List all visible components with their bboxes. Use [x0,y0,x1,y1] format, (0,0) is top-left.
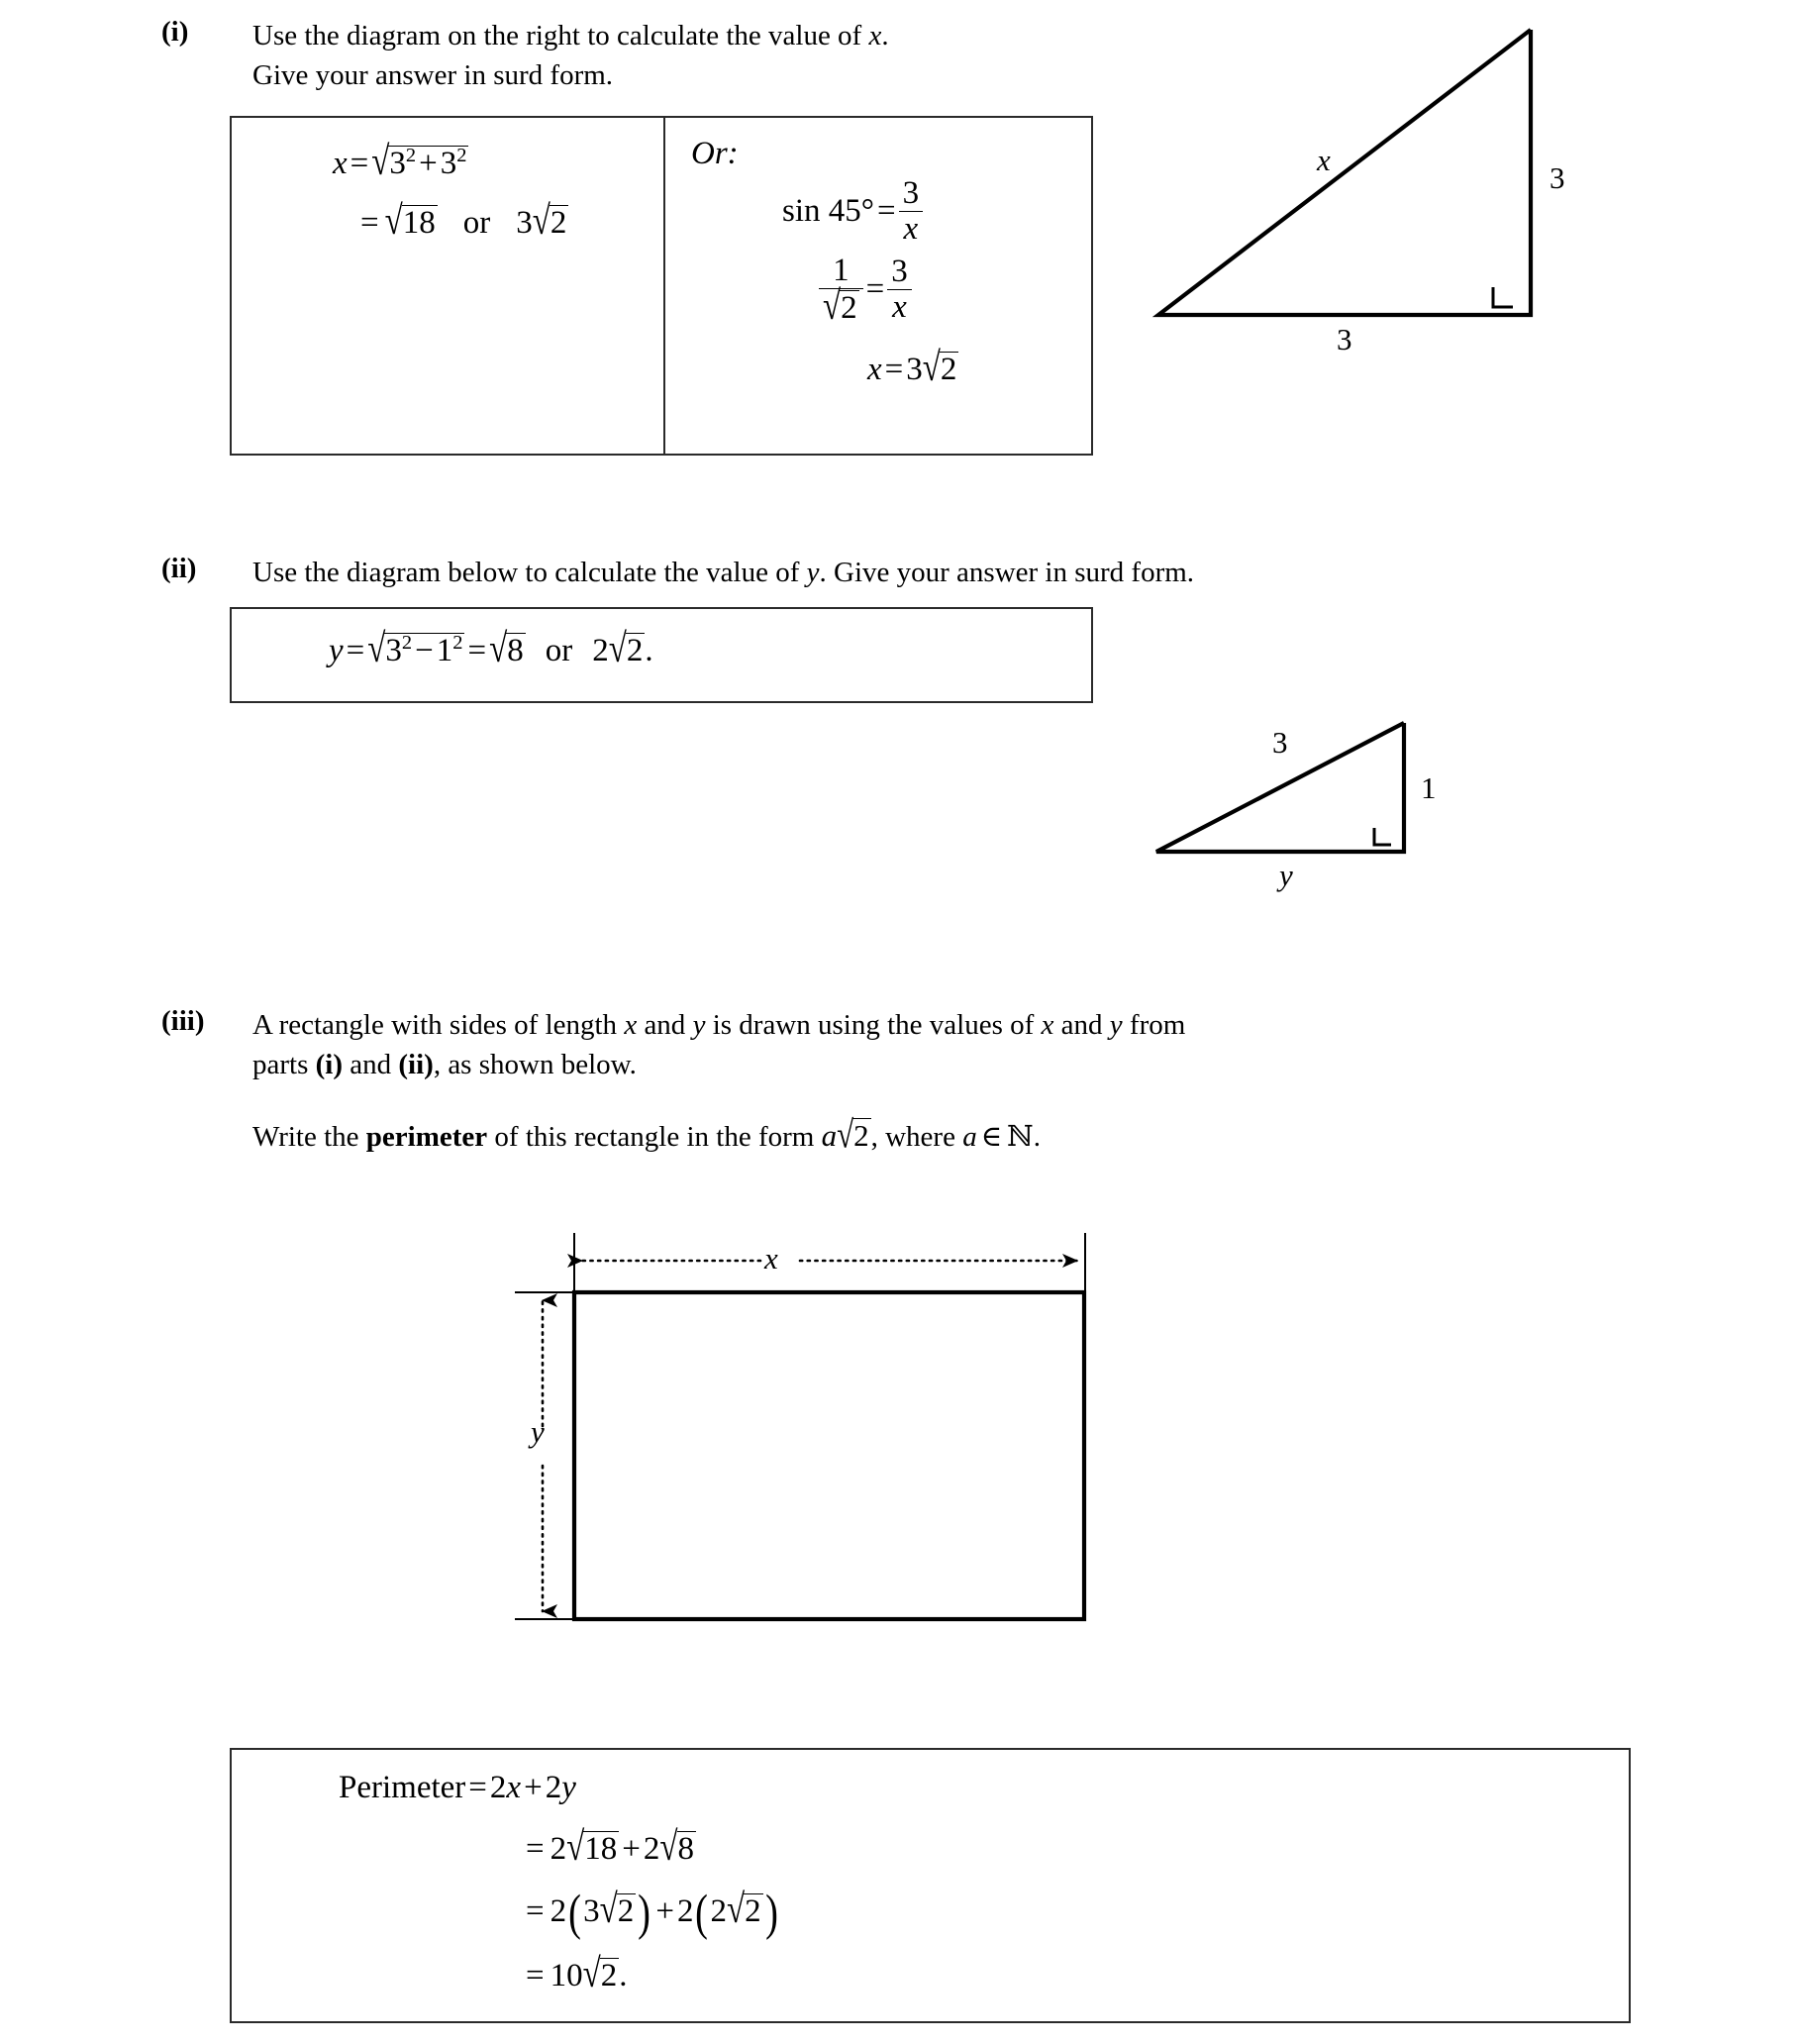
part-ii-label: (ii) [161,553,197,584]
perim-equals-3: = [526,1893,545,1929]
part-iii-l3-nat: ℕ [1007,1121,1034,1153]
rad-ii-minus: − [415,633,434,668]
answer-i-right-line2 [819,253,912,330]
triangle-2-vertical-label: 1 [1421,770,1437,805]
answer-box-part-i [230,116,1093,456]
or-label: Or: [691,136,739,171]
degree-sign-1: ° [860,193,874,230]
answer-iii-line3 [526,1885,780,1942]
triangle-1-hyp-label: x [1317,143,1331,177]
answer-box-divider [663,118,665,454]
rad-2-inner-2-body: 2 [745,1893,761,1929]
fraction-1-over-root2 [819,253,863,330]
period-ii: . [645,633,653,668]
answer-i-right-line3 [867,346,958,391]
rad-2-denom-body: 2 [841,290,857,326]
triangle-2-hyp-label: 3 [1272,725,1288,760]
part-iii-l3-c: , where [870,1121,963,1153]
part-iii-l3-a-var: a [821,1118,838,1153]
radical-18-iii: √18 [566,1825,618,1871]
eq-ii-equals-1: = [346,633,365,668]
rad-8-body: 8 [507,633,524,668]
perimeter-word: Perimeter [339,1770,466,1805]
sin-45: sin 45 [782,193,861,230]
answer-box-part-iii [230,1748,1631,2023]
perim-l4-c: 10 [550,1958,583,1993]
perim-x: x [506,1770,522,1805]
answer-iii-line1 [339,1772,576,1804]
perim-l2-c1: 2 [550,1831,567,1867]
eq-ii-equals-2: = [467,633,487,668]
part-iii-l1-x2: x [1041,1009,1054,1041]
triangle-1-vertical-label: 3 [1550,160,1565,195]
rad-ii-base-1: 3 [385,633,402,668]
part-iii-l1-x: x [624,1009,638,1041]
perim-l2-plus: + [622,1831,641,1867]
perim-plus-1: + [524,1770,543,1805]
perim-l4-period: . [619,1958,628,1993]
part-iii-l1-d: and [1053,1009,1110,1041]
perim-l3-plus: + [655,1893,674,1929]
rad-base-2: 3 [440,146,457,181]
perim-l3-c1: 2 [550,1893,567,1929]
triangle-1-svg [1139,0,1594,396]
part-i-line1-text-a: Use the diagram on the right to calculate the value of [252,20,869,51]
triangle-1-outline [1158,30,1531,315]
frac-equals: = [865,271,885,308]
part-iii-l3-a: Write the [252,1121,366,1153]
answer-i-left-line1 [333,140,468,185]
part-iii-l3-d: . [1033,1121,1041,1153]
radical-3sq-minus-1sq: $√3^2-1^2$ [367,627,463,672]
eq-ii-lhs-y: y [329,633,344,668]
rectangle-svg [535,1213,1228,1669]
or-word-left: or [462,205,491,241]
rad-2-body: 2 [550,205,567,241]
part-i-line2: Give your answer in surd form. [252,59,614,91]
diagram-rectangle [531,1213,1228,1669]
part-iii-l1-b: and [637,1009,693,1041]
part-i-line1 [252,16,889,55]
answer-i-right-line1 [782,175,923,248]
rad-2-final-body: 2 [600,1958,618,1993]
frac-num-1: 1 [833,253,850,288]
diagram-triangle-2 [1139,693,1594,911]
part-iii-l1-e: from [1122,1009,1186,1041]
rectangle-width-label: x [764,1241,778,1276]
frac2-num-3: 3 [891,254,908,289]
part-iii-l3-elem: ∈ [980,1121,1003,1153]
part-iii-l2-b: and [343,1049,399,1080]
frac-num-3: 3 [902,175,920,211]
part-iii-l3-b: of this rectangle in the form [487,1121,822,1153]
part-iii-l1-y2: y [1109,1009,1123,1041]
rad-plus: + [419,146,438,181]
rectangle-height-label: y [531,1414,545,1449]
perim-equals-4: = [526,1958,545,1993]
paren-open-2: ( [695,1885,709,1942]
part-iii-line2 [252,1045,637,1084]
or-word-ii: or [545,633,573,668]
frac-den-x: x [899,211,924,246]
rad-2-result-body: 2 [940,352,957,387]
radical-2-final: √2 [582,1952,618,1997]
perim-equals-2: = [526,1831,545,1867]
part-ii-line1-var: y [806,557,820,588]
part-iii-l2-a: parts [252,1049,316,1080]
rad-exp-2: 2 [456,145,467,166]
right-angle-marker-2 [1374,828,1391,845]
rad-18-iii-body: 18 [584,1831,618,1867]
sin-equals: = [876,193,896,230]
answer-iii-line2 [526,1825,696,1871]
x-result-coeff: 3 [906,352,923,387]
eq-equals: = [350,146,369,181]
paren-close-1: ) [638,1885,651,1942]
frac2-den-x: x [887,289,912,324]
part-i-line1-text-b: . [881,20,889,51]
triangle-2-base-label: y [1279,858,1293,892]
radical-2-left: √2 [532,199,567,245]
perim-l3-c2: 2 [676,1893,694,1929]
part-iii-l3-perimeter: perimeter [365,1121,488,1153]
answer-ii-line1 [329,627,653,672]
radical-8: √8 [489,627,524,672]
rad-ii-base-2: 1 [436,633,453,668]
part-ii-line1 [252,553,1194,592]
rad-exp-1: 2 [405,145,417,166]
rad-2-ii-body: 2 [626,633,644,668]
radical-2-ii: √2 [608,627,644,672]
part-iii-label: (iii) [161,1005,205,1037]
rad-base-1: 3 [389,146,406,181]
answer-box-part-ii [230,607,1093,703]
right-angle-marker-1 [1493,287,1513,307]
rad-ii-exp-2: 2 [452,632,463,654]
perim-y: y [561,1770,576,1805]
fraction-3-over-x [899,177,924,246]
eq-lhs-x: x [333,146,348,181]
triangle-2-svg [1139,693,1594,911]
perim-l3-in1-c: 3 [583,1893,600,1929]
part-iii-l2-c: , as shown below. [433,1049,637,1080]
part-iii-l2-ii: (ii) [398,1049,434,1080]
part-ii-line1-text-a: Use the diagram below to calculate the value of [252,557,807,588]
part-i-label: (i) [161,16,189,48]
part-iii-l1-y: y [692,1009,706,1041]
perim-coeff-2: 2 [545,1770,562,1805]
rad-ii-exp-1: 2 [401,632,413,654]
part-iii-l3-a-var2: a [962,1121,977,1153]
radical-2-inner-1: √2 [599,1888,635,1933]
perim-equals-1: = [468,1770,487,1805]
perim-l2-c2: 2 [643,1831,660,1867]
paren-close-2: ) [764,1885,778,1942]
perim-l3-in2-c: 2 [710,1893,727,1929]
part-iii-l2-i: (i) [315,1049,343,1080]
radical-2-result: √2 [922,346,957,391]
x-result-lhs: x [867,352,882,387]
part-iii-line3 [252,1112,1041,1157]
rad-8-iii-body: 8 [677,1831,694,1867]
x-result-equals: = [884,352,904,387]
triangle-1-base-label: 3 [1337,322,1352,357]
rad-2-inner-1-body: 2 [617,1893,635,1929]
rad-18-body: 18 [402,205,436,241]
perim-coeff-1: 2 [489,1770,507,1805]
part-iii-line1 [252,1005,1185,1045]
rectangle-outline [574,1292,1084,1619]
radical-2-denom: √2 [823,284,857,330]
answer-i-left-line2 [360,199,568,245]
radical-2-form: √2 [837,1112,869,1157]
radical-3sq-plus-3sq: $√3^2+3^2$ [371,140,467,185]
radical-8-iii: √8 [659,1825,694,1871]
rad-2-form-body: 2 [853,1118,869,1153]
diagram-triangle-1 [1139,0,1594,396]
coeff-2-ii: 2 [592,633,609,668]
frac-den-root2 [819,284,863,330]
paren-open-1: ( [568,1885,582,1942]
part-iii-l1-a: A rectangle with sides of length [252,1009,625,1041]
eq2-equals: = [360,205,379,241]
answer-iii-line4 [526,1952,628,1997]
fraction-3-over-x-2 [887,256,912,324]
part-iii-l1-c: is drawn using the values of [705,1009,1042,1041]
radical-2-inner-2: √2 [726,1888,761,1933]
radical-18: √18 [384,199,436,245]
part-i-line1-var: x [868,20,882,51]
part-ii-line1-text-b: . Give your answer in surd form. [819,557,1195,588]
coeff-3: 3 [516,205,533,241]
